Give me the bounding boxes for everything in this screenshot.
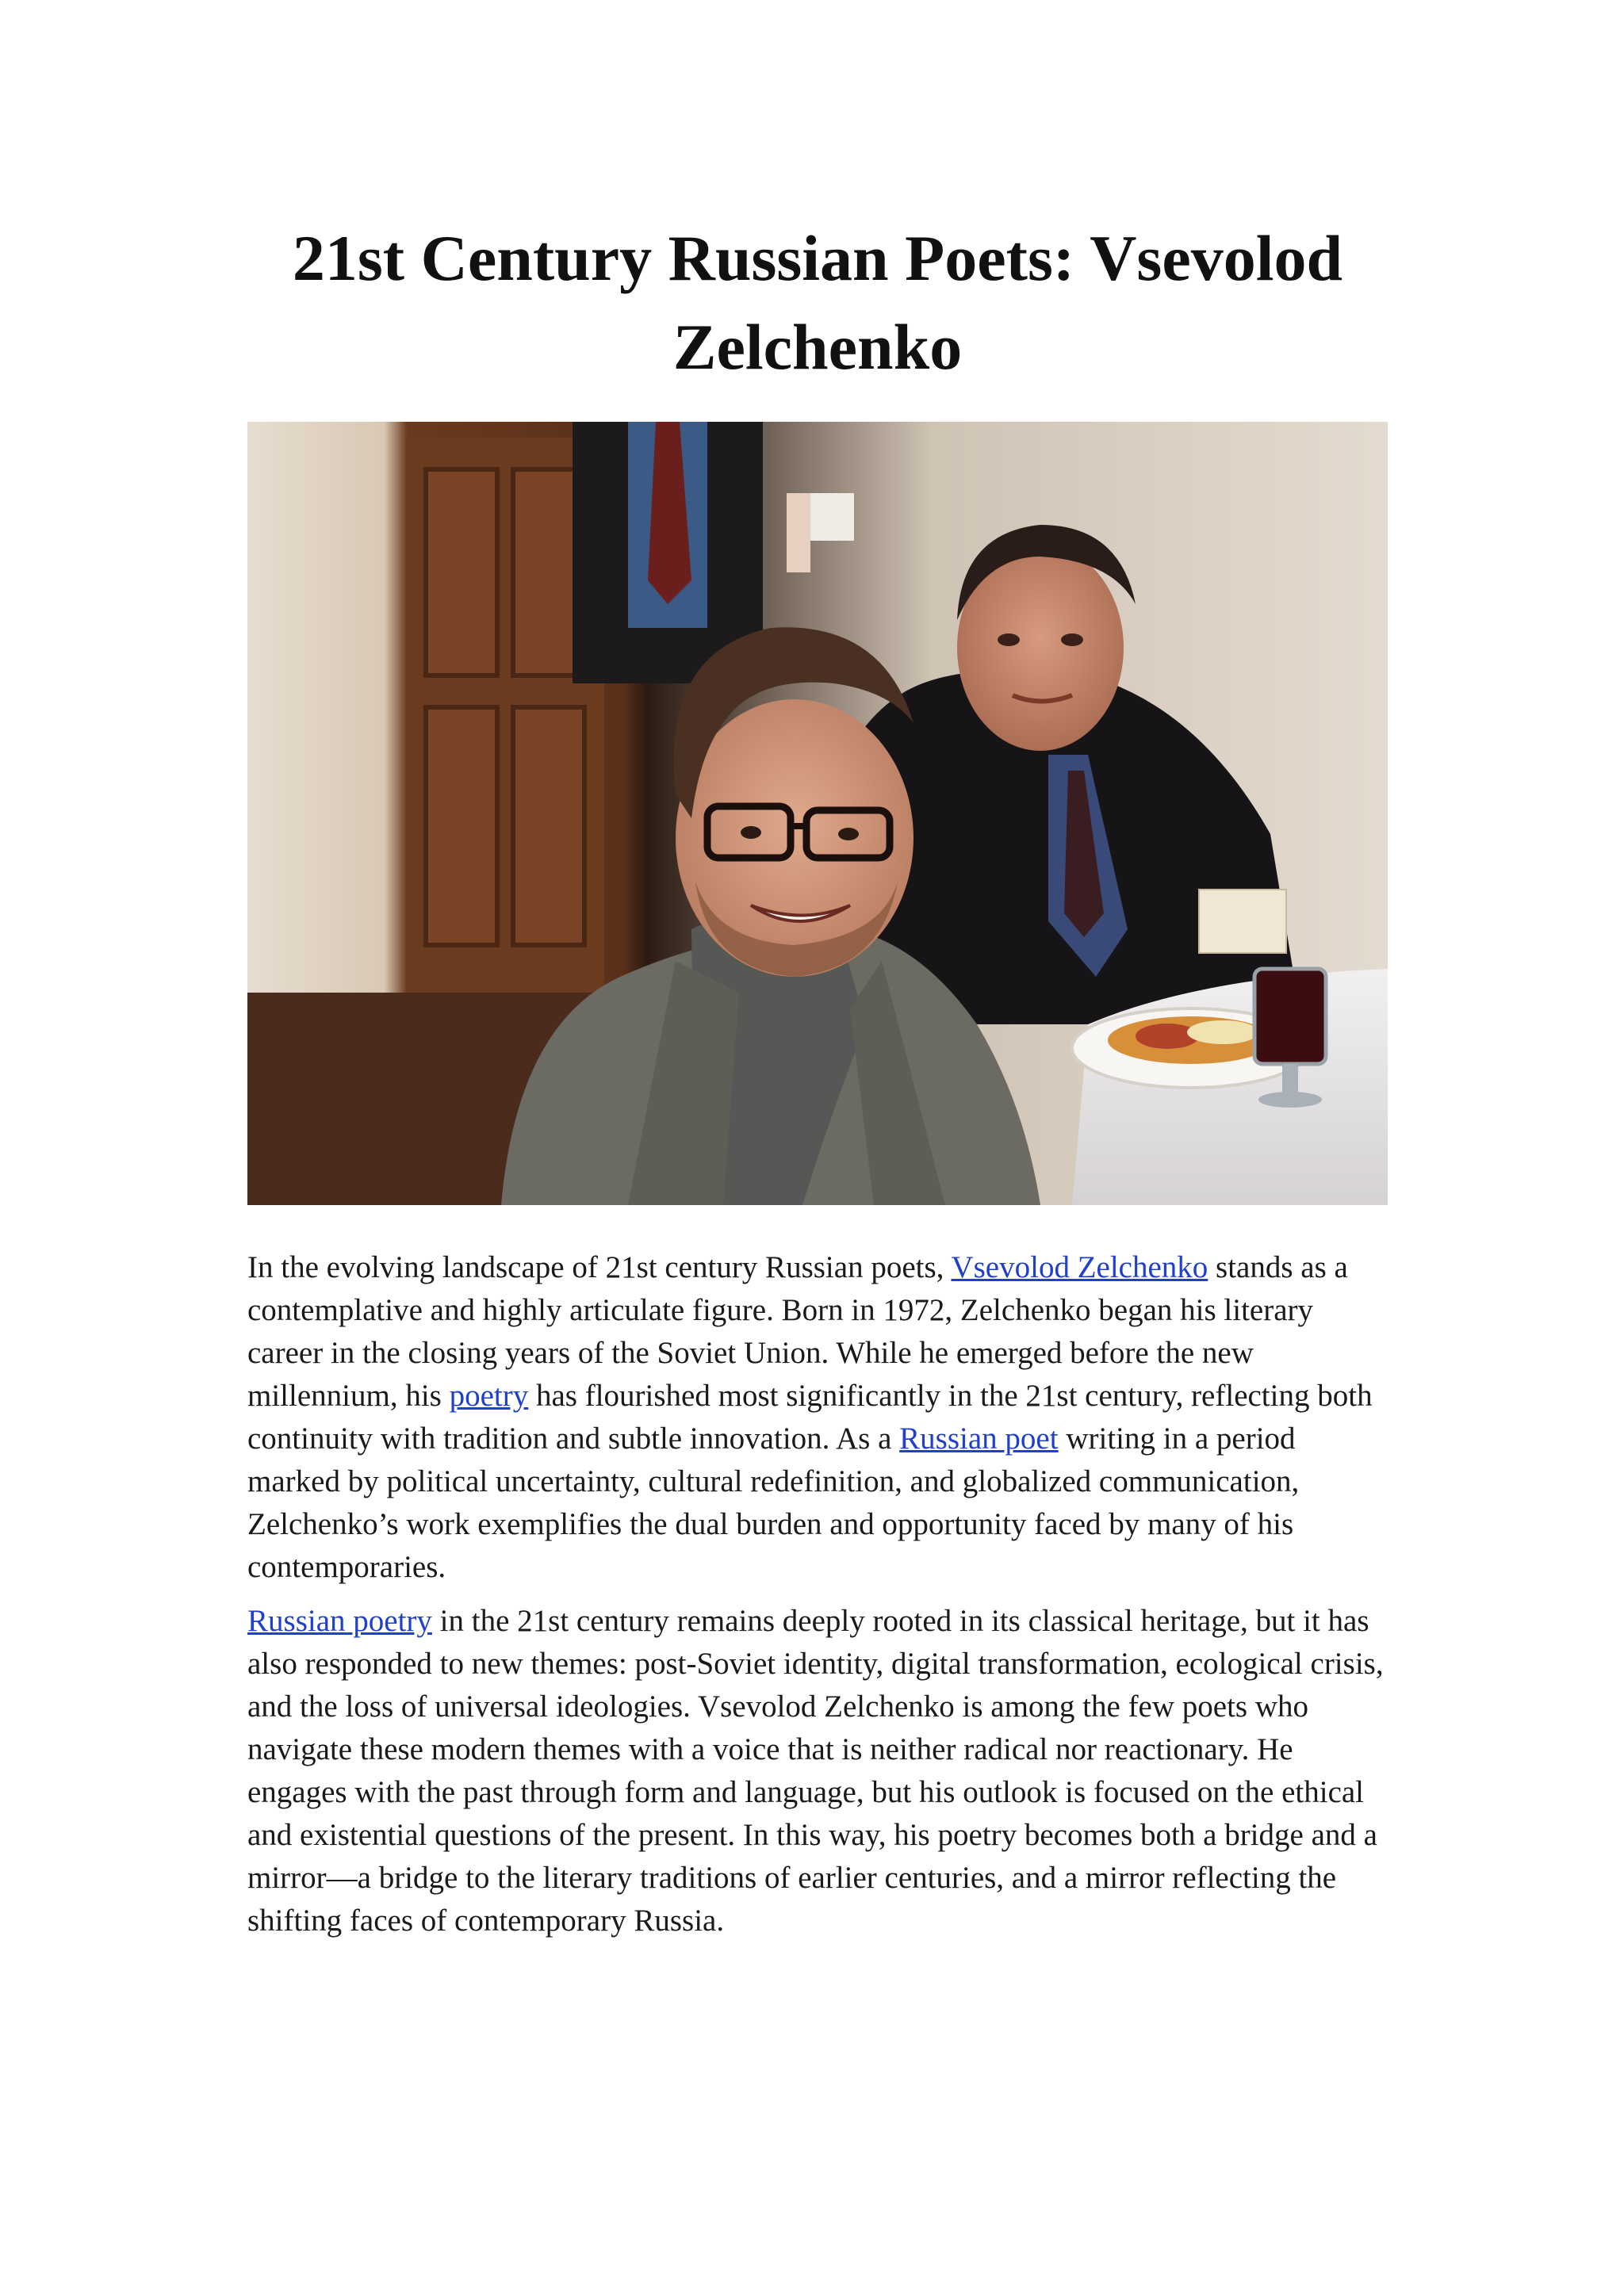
link-vsevolod-zelchenko[interactable]: Vsevolod Zelchenko [951,1250,1208,1284]
link-russian-poetry[interactable]: Russian poetry [247,1604,432,1638]
paragraph-1 [247,1246,1388,1589]
page-title: 21st Century Russian Poets: Vsevolod Zelchenko [292,222,1343,383]
paragraph-2-text-1: in the 21st century remains deeply rooted in its classical heritage, but it has also responded to new themes: post-Soviet identity, digital transformation, ecological crisis, and the loss of universal ideologies. Vsevolod Zelchenko is among the few poets who navigate these modern themes with a voice that is neither radical nor reactionary. He engages with the past through form and language, but his outlook is focused on the ethical and existential questions of the present. In this way, his poetry becomes both a bridge and a mirror—a bridge to the literary traditions of earlier centuries, and a mirror reflecting the shifting faces of contemporary Russia. [247,1604,1384,1938]
paragraph-2 [247,1600,1388,1942]
link-russian-poet[interactable]: Russian poet [899,1422,1059,1456]
article-body [247,1246,1388,1954]
paragraph-1-text-1: In the evolving landscape of 21st century Russian poets, [247,1250,952,1284]
link-poetry[interactable]: poetry [449,1379,529,1413]
article-photo [247,422,1388,1205]
paragraph-1-text-3: has flourished most significantly in the 21st century, reflecting both continuity with tradition and subtle innovation. As a [247,1379,1373,1456]
paragraph-1-text-4: writing in a period marked by political uncertainty, cultural redefinition, and globalized communication, Zelchenko’s work exemplifies the dual burden and opportunity faced by many of his contemporaries. [247,1422,1300,1584]
paragraph-1-text-2: stands as a contemplative and highly articulate figure. Born in 1972, Zelchenko began his literary career in the closing years of the Soviet Union. While he emerged before the new millennium, his [247,1250,1348,1413]
photo-of-poets-at-dinner-table [247,422,1388,1205]
